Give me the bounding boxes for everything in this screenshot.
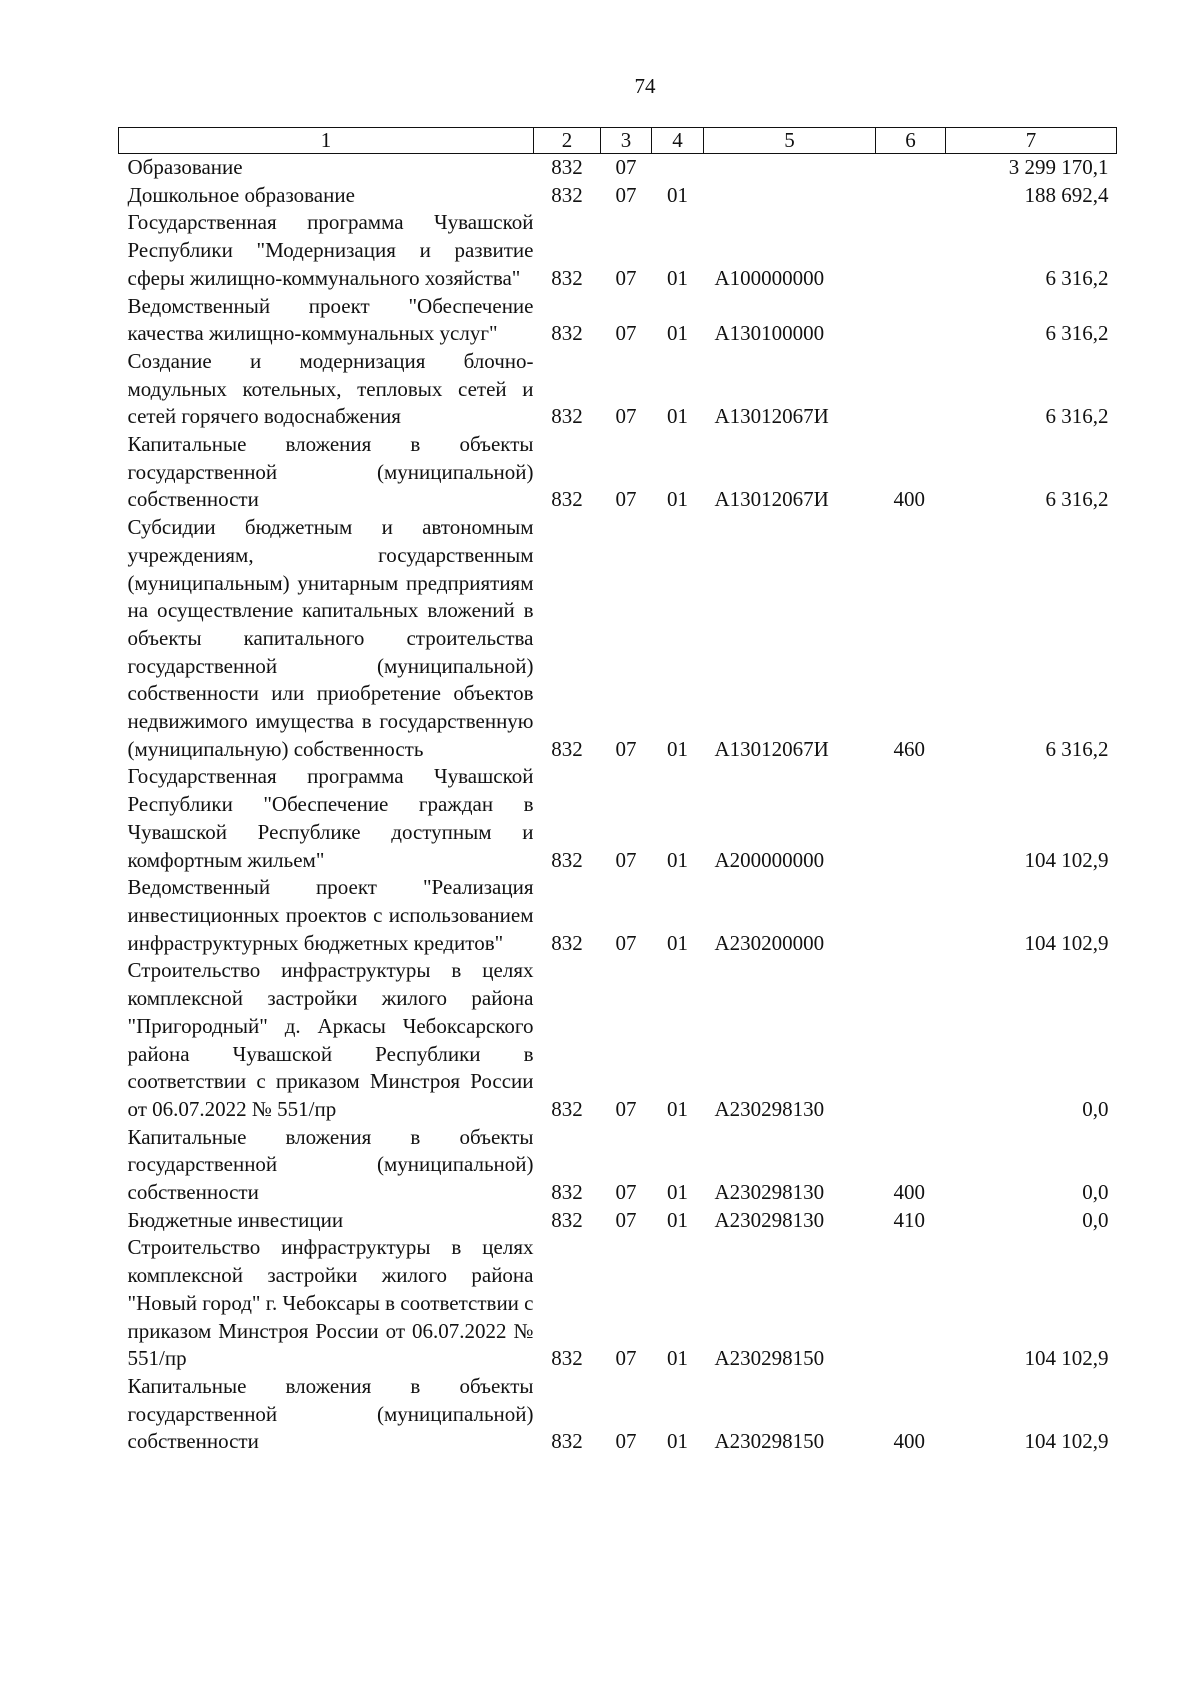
row-gr-code: 832 [551, 1346, 583, 1371]
row-name: Капитальные вложения в объекты государственной (муниципальной) собственности [127, 432, 534, 512]
row-section-code: 07 [615, 1207, 637, 1232]
header-cell-2: 2 [534, 128, 601, 154]
row-name: Капитальные вложения в объекты государственной (муниципальной) собственности [127, 1373, 534, 1454]
row-target-article-code: А230298130 [714, 1180, 825, 1205]
row-gr-code: 832 [551, 155, 583, 179]
header-cell-3: 3 [601, 128, 652, 154]
row-subsection-code: 01 [667, 265, 688, 290]
header-cell-4: 4 [652, 128, 704, 154]
row-section-code: 07 [615, 155, 637, 179]
table-row [119, 431, 1117, 514]
row-section-code: 07 [615, 736, 637, 761]
row-name: Государственная программа Чувашской Республики "Модернизация и развитие сферы жилищно-коммунального хозяйства" [127, 210, 534, 290]
table-row [119, 348, 1117, 431]
row-subsection-code: 01 [667, 847, 688, 872]
row-amount: 6 316,2 [1045, 404, 1109, 429]
row-amount: 3 299 170,1 [1008, 155, 1109, 179]
row-subsection-code: 01 [667, 1096, 688, 1121]
row-amount: 6 316,2 [1045, 321, 1109, 346]
row-section-code: 07 [615, 1096, 637, 1121]
row-expense-type-code: 400 [893, 487, 925, 512]
row-amount: 6 316,2 [1045, 736, 1109, 761]
row-target-article-code: А230298130 [714, 1207, 825, 1232]
row-target-article-code: А130100000 [714, 321, 825, 346]
row-expense-type-code [876, 957, 946, 1123]
table-row [119, 209, 1117, 292]
row-gr-code: 832 [551, 265, 583, 290]
table-row [119, 154, 1117, 182]
row-gr-code: 832 [551, 487, 583, 512]
row-target-article-code: А13012067И [714, 736, 829, 761]
page-number: 74 [634, 74, 656, 98]
row-amount: 0,0 [1082, 1180, 1109, 1205]
row-subsection-code: 01 [667, 182, 688, 207]
header-cell-1: 1 [119, 128, 534, 154]
header-row [119, 128, 1117, 154]
row-amount: 0,0 [1082, 1096, 1109, 1121]
row-amount: 0,0 [1082, 1207, 1109, 1232]
row-target-article-code: А13012067И [714, 487, 829, 512]
header-cell-7: 7 [946, 128, 1117, 154]
row-expense-type-code [876, 209, 946, 292]
table-row [119, 293, 1117, 348]
row-expense-type-code [876, 874, 946, 957]
row-section-code: 07 [615, 404, 637, 429]
row-expense-type-code [876, 154, 946, 182]
budget-table [118, 127, 1117, 1456]
row-amount: 104 102,9 [1024, 1429, 1109, 1454]
row-gr-code: 832 [551, 1429, 583, 1454]
row-amount: 6 316,2 [1045, 487, 1109, 512]
row-amount: 104 102,9 [1024, 847, 1109, 872]
row-target-article-code: А230298130 [714, 1096, 825, 1121]
row-gr-code: 832 [551, 930, 583, 955]
row-name: Субсидии бюджетным и автономным учреждениям, государственным (муниципальным) унитарным предприятиям на осуществление капитальных вложений в объекты капитального строительства государственной (муниципальной) собственности или приобретение объектов недвижимого имущества в государственную (муниципальную) собственность [127, 515, 534, 761]
row-name: Строительство инфраструктуры в целях комплексной застройки жилого района "Новый город" г. Чебоксары в соответствии с приказом Минстроя России от 06.07.2022 № 551/пр [127, 1235, 534, 1371]
row-expense-type-code [876, 763, 946, 874]
table-header [119, 128, 1117, 154]
row-gr-code: 832 [551, 736, 583, 761]
row-expense-type-code [876, 348, 946, 431]
row-target-article-code: А100000000 [714, 265, 825, 290]
row-gr-code: 832 [551, 321, 583, 346]
row-section-code: 07 [615, 847, 637, 872]
row-gr-code: 832 [551, 1207, 583, 1232]
row-subsection-code: 01 [667, 321, 688, 346]
row-section-code: 07 [615, 321, 637, 346]
table-row [119, 1373, 1117, 1456]
row-expense-type-code [876, 182, 946, 210]
row-section-code: 07 [615, 265, 637, 290]
row-section-code: 07 [615, 930, 637, 955]
row-subsection-code: 01 [667, 487, 688, 512]
header-cell-6: 6 [876, 128, 946, 154]
row-amount: 6 316,2 [1045, 265, 1109, 290]
row-name: Государственная программа Чувашской Республики "Обеспечение граждан в Чувашской Республике доступным и комфортным жильем" [127, 764, 534, 872]
row-amount: 104 102,9 [1024, 1346, 1109, 1371]
row-target-article-code [704, 182, 876, 210]
table-row [119, 514, 1117, 763]
row-name: Строительство инфраструктуры в целях комплексной застройки жилого района "Пригородный" д. Аркасы Чебоксарского района Чувашской Республики в соответствии с приказом Минстроя России от 06.07.2022 № 551/пр [127, 958, 534, 1121]
row-expense-type-code [876, 1234, 946, 1373]
row-subsection-code: 01 [667, 1207, 688, 1232]
row-gr-code: 832 [551, 404, 583, 429]
row-name: Капитальные вложения в объекты государственной (муниципальной) собственности [127, 1124, 534, 1205]
row-name: Дошкольное образование [127, 182, 355, 207]
row-subsection-code: 01 [667, 1180, 688, 1205]
header-cell-5: 5 [704, 128, 876, 154]
row-subsection-code: 01 [667, 736, 688, 761]
row-section-code: 07 [615, 487, 637, 512]
row-name: Ведомственный проект "Обеспечение качества жилищно-коммунальных услуг" [127, 293, 534, 346]
row-expense-type-code: 400 [893, 1180, 925, 1205]
row-subsection-code: 01 [667, 1429, 688, 1454]
row-section-code: 07 [615, 182, 637, 207]
table-body [119, 154, 1117, 1457]
table-row [119, 182, 1117, 210]
row-gr-code: 832 [551, 1096, 583, 1121]
row-section-code: 07 [615, 1429, 637, 1454]
table-row [119, 957, 1117, 1123]
table-row [119, 1124, 1117, 1207]
row-name: Ведомственный проект "Реализация инвестиционных проектов с использованием инфраструктурных бюджетных кредитов" [127, 875, 534, 955]
row-section-code: 07 [615, 1180, 637, 1205]
row-amount: 104 102,9 [1024, 930, 1109, 955]
row-name: Создание и модернизация блочно-модульных котельных, тепловых сетей и сетей горячего водоснабжения [127, 348, 534, 429]
row-target-article-code: А230298150 [714, 1346, 825, 1371]
row-subsection-code: 01 [667, 404, 688, 429]
row-target-article-code: А230298150 [714, 1429, 825, 1454]
row-expense-type-code: 400 [893, 1429, 925, 1454]
table-row [119, 874, 1117, 957]
row-expense-type-code: 410 [893, 1207, 925, 1232]
row-expense-type-code: 460 [893, 736, 925, 761]
row-gr-code: 832 [551, 182, 583, 207]
row-section-code: 07 [615, 1346, 637, 1371]
row-gr-code: 832 [551, 847, 583, 872]
row-subsection-code [652, 154, 704, 182]
row-target-article-code: А13012067И [714, 404, 829, 429]
row-amount: 188 692,4 [1024, 182, 1109, 207]
row-name: Бюджетные инвестиции [127, 1207, 344, 1232]
row-subsection-code: 01 [667, 930, 688, 955]
table-row [119, 763, 1117, 874]
table-row [119, 1207, 1117, 1235]
table-row [119, 1234, 1117, 1373]
row-name: Образование [127, 155, 243, 179]
row-subsection-code: 01 [667, 1346, 688, 1371]
row-target-article-code: А230200000 [714, 930, 825, 955]
row-gr-code: 832 [551, 1180, 583, 1205]
row-expense-type-code [876, 293, 946, 348]
row-target-article-code [704, 154, 876, 182]
row-target-article-code: А200000000 [714, 847, 825, 872]
